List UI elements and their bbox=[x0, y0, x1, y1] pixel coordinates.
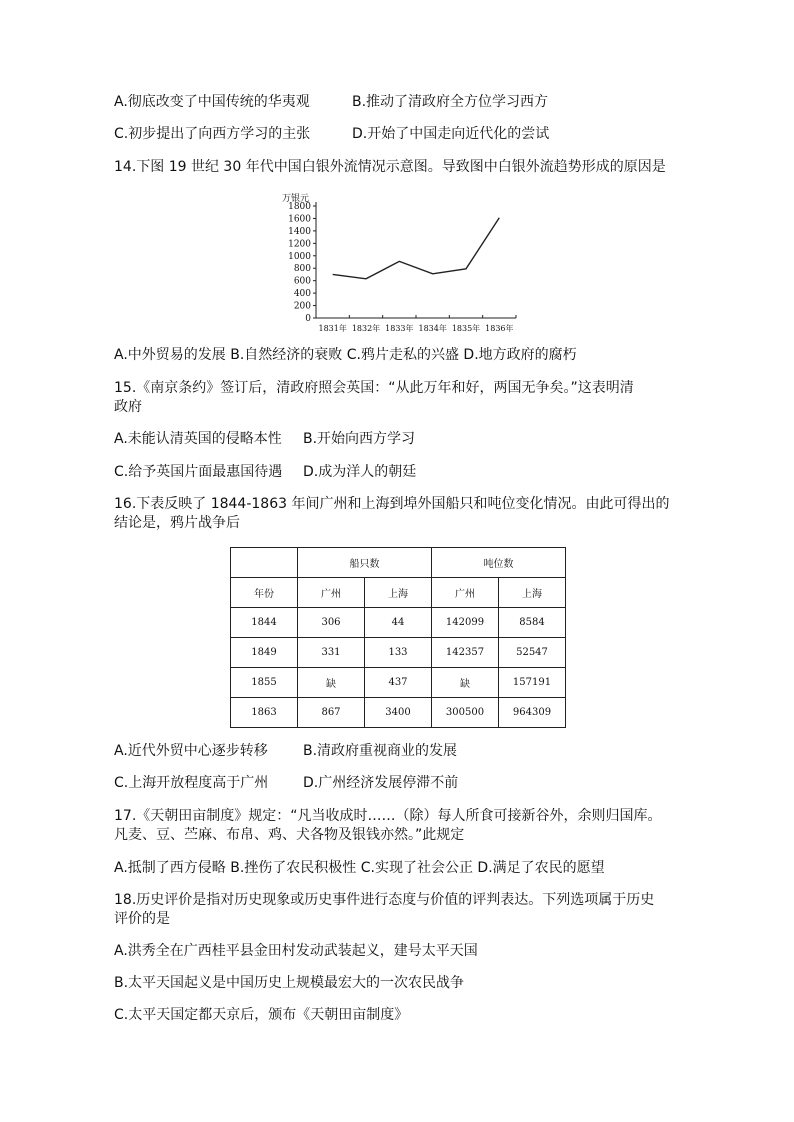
q16-option-b: B.清政府重视商业的发展 bbox=[303, 743, 458, 759]
table-cell: 1863 bbox=[231, 698, 298, 728]
table-cell: 8584 bbox=[499, 608, 566, 638]
q13-option-a: A.彻底改变了中国传统的华夷观 bbox=[114, 94, 310, 110]
q16-option-c: C.上海开放程度高于广州 bbox=[114, 775, 269, 791]
table-group-tonnage: 吨位数 bbox=[432, 548, 566, 578]
q13-option-d: D.开始了中国走向近代化的尝试 bbox=[352, 126, 550, 142]
q17-stem-line1: 17.《天朝田亩制度》规定：“凡当收成时……（除）每人所食可接新谷外，余则归国库。 bbox=[114, 808, 662, 824]
chart-x-tick-label: 1833年 bbox=[385, 324, 414, 333]
chart-y-tick-label: 1000 bbox=[288, 251, 311, 262]
table-cell: 331 bbox=[298, 638, 365, 668]
chart-y-tick-label: 200 bbox=[293, 301, 311, 312]
q13-option-c: C.初步提出了向西方学习的主张 bbox=[114, 126, 311, 142]
chart-x-tick-label: 1832年 bbox=[351, 324, 381, 333]
chart-x-tick-label: 1831年 bbox=[318, 324, 347, 333]
chart-y-tick-label: 1600 bbox=[288, 214, 311, 225]
table-corner-cell bbox=[231, 548, 298, 578]
q13-option-b: B.推动了清政府全方位学习西方 bbox=[352, 94, 549, 110]
q18-option-c: C.太平天国定都天京后，颁布《天朝田亩制度》 bbox=[114, 1007, 409, 1023]
q15-option-c: C.给予英国片面最惠国待遇 bbox=[114, 464, 283, 480]
table-row bbox=[231, 608, 566, 638]
table-cell: 142357 bbox=[432, 638, 499, 668]
q15-option-b: B.开始向西方学习 bbox=[303, 431, 416, 447]
table-cell: 306 bbox=[298, 608, 365, 638]
q17-stem-line2: 凡麦、豆、苎麻、布帛、鸡、犬各物及银钱亦然。”此规定 bbox=[114, 827, 465, 843]
q16-option-d: D.广州经济发展停滞不前 bbox=[303, 775, 459, 791]
chart-y-tick-label: 1800 bbox=[288, 202, 311, 212]
table-header-row bbox=[231, 548, 566, 578]
table-cell: 1855 bbox=[231, 668, 298, 698]
q15-stem-line2: 政府 bbox=[114, 399, 142, 415]
q17-options: A.抵制了西方侵略 B.挫伤了农民积极性 C.实现了社会公正 D.满足了农民的愿望 bbox=[114, 860, 605, 876]
chart-y-ticks bbox=[288, 202, 316, 324]
chart-series-line bbox=[333, 218, 500, 279]
table-col-shanghai: 上海 bbox=[365, 578, 432, 608]
q18-option-a: A.洪秀全在广西桂平县金田村发动武装起义，建号太平天国 bbox=[114, 943, 478, 959]
q18-stem-line2: 评价的是 bbox=[114, 911, 170, 927]
chart-y-tick-label: 0 bbox=[305, 314, 311, 324]
table-cell: 缺 bbox=[298, 668, 365, 698]
table-cell: 1849 bbox=[231, 638, 298, 668]
table-col-guangzhou: 广州 bbox=[432, 578, 499, 608]
table-subheader-row bbox=[231, 578, 566, 608]
q15-stem-line1: 15.《南京条约》签订后，清政府照会英国：“从此万年和好，两国无争矣。”这表明清 bbox=[114, 380, 634, 396]
table-cell: 300500 bbox=[432, 698, 499, 728]
chart-y-tick-label: 800 bbox=[293, 264, 311, 275]
q16-option-a: A.近代外贸中心逐步转移 bbox=[114, 743, 268, 759]
chart-x-tick-label: 1834年 bbox=[418, 324, 447, 333]
table-row bbox=[231, 638, 566, 668]
q18-option-b: B.太平天国起义是中国历史上规模最宏大的一次农民战争 bbox=[114, 975, 465, 991]
q15-option-d: D.成为洋人的朝廷 bbox=[303, 464, 417, 480]
chart-y-tick-label: 1400 bbox=[288, 226, 311, 237]
table-col-shanghai: 上海 bbox=[499, 578, 566, 608]
table-cell: 52547 bbox=[499, 638, 566, 668]
table-cell: 157191 bbox=[499, 668, 566, 698]
q16-stem-line1: 16.下表反映了 1844-1863 年间广州和上海到埠外国船只和吨位变化情况。由此可得出的 bbox=[114, 496, 670, 512]
table-cell: 44 bbox=[365, 608, 432, 638]
table-cell: 3400 bbox=[365, 698, 432, 728]
q14-stem: 14.下图 19 世纪 30 年代中国白银外流情况示意图。导致图中白银外流趋势形成的原因是 bbox=[114, 159, 666, 175]
table-cell: 142099 bbox=[432, 608, 499, 638]
table-group-ships: 船只数 bbox=[298, 548, 432, 578]
chart-y-tick-label: 1200 bbox=[288, 239, 311, 250]
table-cell: 133 bbox=[365, 638, 432, 668]
table-row bbox=[231, 668, 566, 698]
q18-stem-line1: 18.历史评价是指对历史现象或历史事件进行态度与价值的评判表达。下列选项属于历史 bbox=[114, 892, 655, 908]
chart-y-tick-label: 400 bbox=[293, 289, 311, 300]
table-row bbox=[231, 698, 566, 728]
table-cell: 437 bbox=[365, 668, 432, 698]
table-col-year: 年份 bbox=[231, 578, 298, 608]
silver-outflow-chart bbox=[268, 186, 528, 336]
chart-x-tick-label: 1835年 bbox=[451, 324, 481, 333]
table-cell: 867 bbox=[298, 698, 365, 728]
q14-options: A.中外贸易的发展 B.自然经济的衰败 C.鸦片走私的兴盛 D.地方政府的腐朽 bbox=[114, 347, 577, 363]
q15-option-a: A.未能认清英国的侵略本性 bbox=[114, 431, 282, 447]
chart-ylabel: 万银元 bbox=[282, 194, 310, 204]
table-cell: 缺 bbox=[432, 668, 499, 698]
chart-axes bbox=[316, 202, 516, 318]
table-cell: 964309 bbox=[499, 698, 566, 728]
chart-x-tick-label: 1836年 bbox=[485, 324, 514, 333]
table-col-guangzhou: 广州 bbox=[298, 578, 365, 608]
ships-tonnage-table bbox=[230, 547, 566, 728]
q16-stem-line2: 结论是，鸦片战争后 bbox=[114, 515, 240, 531]
chart-y-tick-label: 600 bbox=[293, 276, 311, 287]
table-cell: 1844 bbox=[231, 608, 298, 638]
